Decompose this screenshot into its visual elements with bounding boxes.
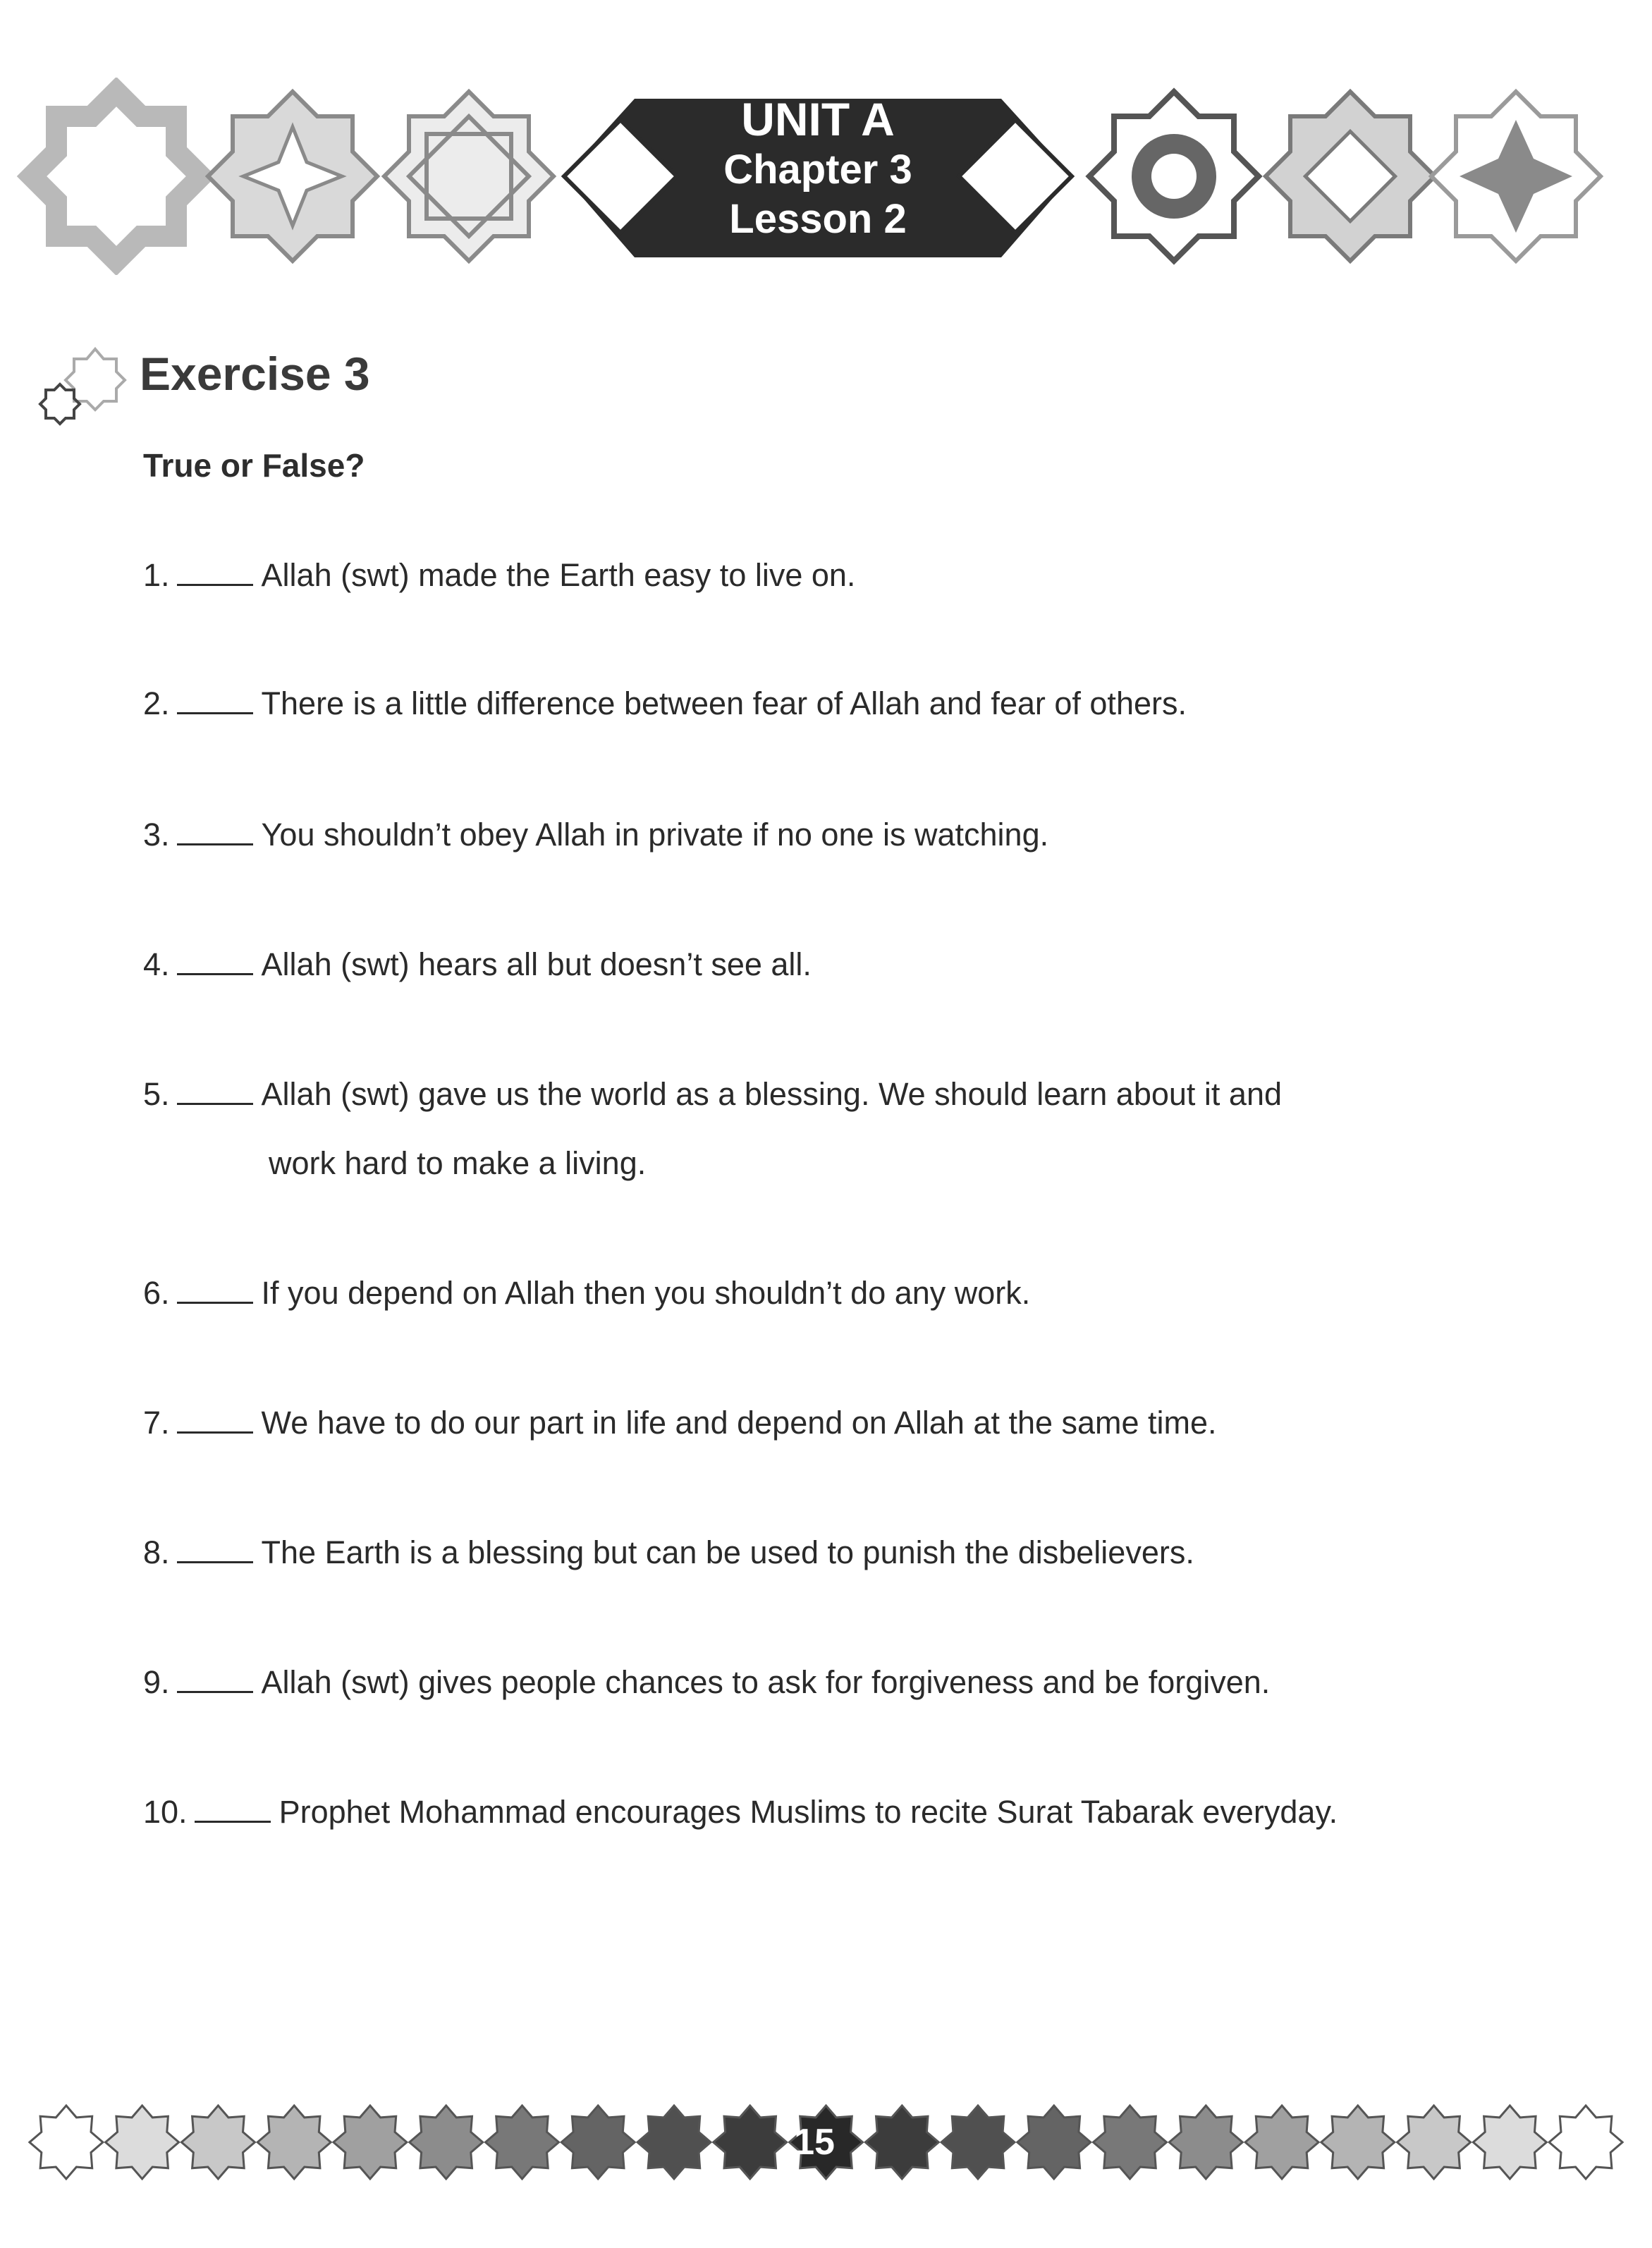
question-text: The Earth is a blessing but can be used to punish the disbelievers. [261,1534,1194,1570]
answer-blank[interactable] [177,1403,253,1434]
answer-blank[interactable] [177,684,253,714]
question-text: You shouldn’t obey Allah in private if no one is watching. [261,817,1049,853]
question-number: 5. [143,1076,170,1112]
question-number: 8. [143,1534,170,1570]
octagram-icon [384,92,553,261]
footer-star-icon [1473,2106,1546,2179]
question-number: 2. [143,685,170,721]
answer-blank[interactable] [195,1792,271,1823]
footer-star-icon [106,2106,179,2179]
eight-point-star-icon [208,92,377,261]
question-text: Allah (swt) gave us the world as a blessing. We should learn about it and [261,1076,1283,1112]
question-text: There is a little difference between fear of Allah and fear of others. [261,685,1187,721]
footer-star-icon [1397,2106,1471,2179]
footer-star-icon [334,2106,407,2179]
unit-badge-text [635,93,1001,244]
answer-blank[interactable] [177,1075,253,1105]
footer-star-icon [1549,2106,1622,2179]
question-item [143,1663,1270,1702]
eight-point-star-icon [32,92,201,261]
question-item [143,1273,1030,1313]
question-number: 7. [143,1405,170,1441]
footer-star-icon [941,2106,1015,2179]
footer-star-icon [1017,2106,1091,2179]
question-number: 3. [143,817,170,853]
octagram-icon [1266,92,1435,261]
star-ornament-icon [1431,92,1601,261]
question-item [143,684,1187,723]
footer-star-icon [486,2106,559,2179]
question-text: Prophet Mohammad encourages Muslims to recite Surat Tabarak everyday. [279,1794,1338,1830]
footer-star-icon [1245,2106,1318,2179]
footer-star-icon [257,2106,331,2179]
unit-label: UNIT A [741,93,895,145]
footer-star-icon [181,2106,255,2179]
footer-star-icon [865,2106,938,2179]
question-text: If you depend on Allah then you shouldn’t do any work. [261,1275,1031,1311]
footer-star-icon [714,2106,787,2179]
footer-star-icon [410,2106,483,2179]
footer-star-icon [637,2106,711,2179]
answer-blank[interactable] [177,815,253,845]
question-item [143,556,855,595]
question-item [143,815,1048,855]
lesson-label: Lesson 2 [729,196,907,242]
chapter-label: Chapter 3 [723,147,912,193]
page-number: 15 [794,2122,835,2163]
answer-blank[interactable] [177,1533,253,1563]
answer-blank[interactable] [177,556,253,586]
question-number: 6. [143,1275,170,1311]
answer-blank[interactable] [177,1663,253,1693]
footer-star-icon [1169,2106,1242,2179]
question-item [143,945,812,984]
eight-point-star-icon [1089,92,1259,261]
exercise-title: Exercise 3 [140,348,370,400]
question-text: We have to do our part in life and depend on Allah at the same time. [261,1405,1217,1441]
footer-star-icon [30,2106,103,2179]
question-number: 9. [143,1664,170,1700]
exercise-star-icon [35,342,127,427]
question-item [143,1403,1217,1443]
footer-star-icon [1094,2106,1167,2179]
question-item [143,1533,1194,1572]
question-number: 10. [143,1794,188,1830]
answer-blank[interactable] [177,945,253,975]
footer-star-icon [1321,2106,1395,2179]
question-number: 4. [143,946,170,982]
question-item [143,1075,1282,1183]
footer-star-icon [561,2106,635,2179]
question-item [143,1792,1338,1832]
exercise-subtitle: True or False? [143,447,365,484]
question-text-continued: work hard to make a living. [269,1145,647,1181]
question-text: Allah (swt) gives people chances to ask for forgiveness and be forgiven. [261,1664,1271,1700]
question-text: Allah (swt) made the Earth easy to live on. [261,557,856,593]
answer-blank[interactable] [177,1273,253,1304]
question-number: 1. [143,557,170,593]
question-text: Allah (swt) hears all but doesn’t see all. [261,946,812,982]
